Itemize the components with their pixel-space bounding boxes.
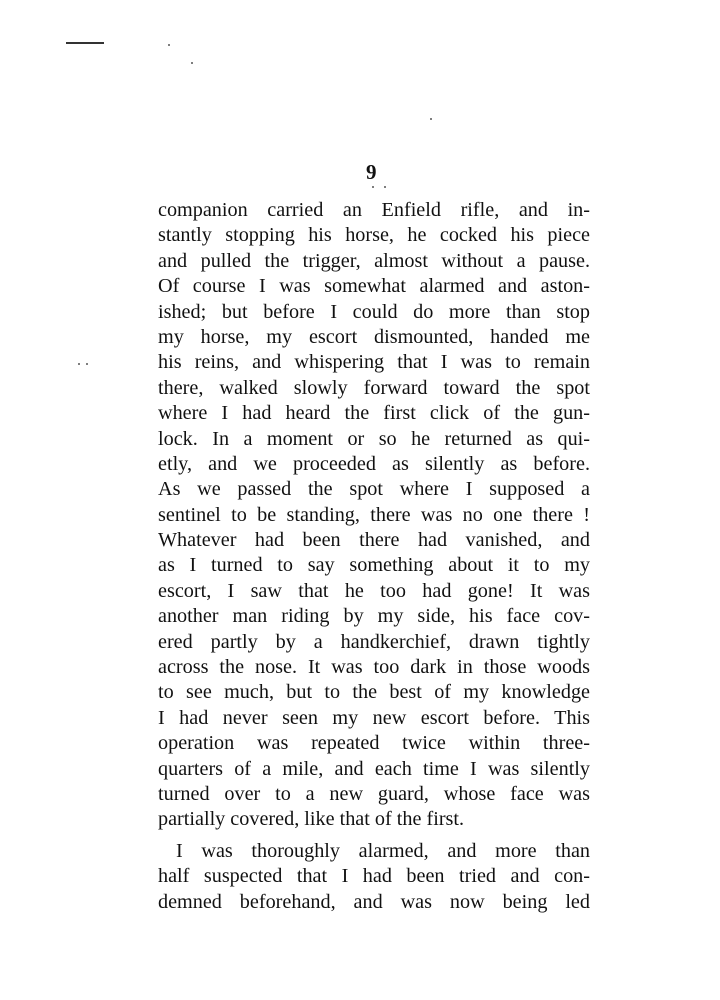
paragraph [158, 198, 590, 833]
scan-speck [168, 44, 170, 46]
scan-speck [430, 118, 432, 120]
text-line: turned over to a new guard, whose face was [158, 782, 590, 805]
text-line: companion carried an Enfield rifle, and in- [158, 199, 590, 221]
text-line: operation was repeated twice within three- [158, 732, 590, 755]
text-line: Of course I was somewhat alarmed and aston- [158, 275, 590, 298]
paragraph [158, 839, 590, 915]
text-line: to see much, but to the best of my knowledge [158, 681, 590, 704]
text-line: his reins, and whispering that I was to remain [158, 351, 590, 374]
text-line: partially covered, like that of the first. [158, 808, 465, 831]
page-number: 9 [366, 160, 377, 184]
text-line: another man riding by my side, his face cov- [158, 605, 590, 628]
scan-speck [191, 62, 193, 64]
scan-mark [66, 42, 104, 44]
text-line: quarters of a mile, and each time I was silently [158, 757, 590, 780]
scan-speck [78, 363, 80, 365]
text-line: etly, and we proceeded as silently as before. [158, 452, 590, 475]
text-line: as I turned to say something about it to my [158, 554, 590, 577]
body-text [158, 198, 590, 915]
text-line: and pulled the trigger, almost without a pause. [158, 249, 590, 272]
text-line: lock. In a moment or so he returned as qui- [158, 427, 590, 450]
text-line: my horse, my escort dismounted, handed me [158, 325, 590, 348]
text-line: ered partly by a handkerchief, drawn tightly [158, 630, 590, 653]
text-line: across the nose. It was too dark in those woods [158, 656, 590, 679]
text-line: where I had heard the first click of the gun- [158, 402, 590, 425]
text-line: As we passed the spot where I supposed a [158, 478, 590, 501]
text-line: escort, I saw that he too had gone! It was [158, 579, 590, 602]
text-line: sentinel to be standing, there was no one there ! [158, 503, 590, 526]
scan-speck [372, 186, 374, 188]
text-line: I was thoroughly alarmed, and more than [176, 839, 590, 862]
text-line: half suspected that I had been tried and con- [158, 865, 590, 888]
text-line: I had never seen my new escort before. This [158, 706, 590, 729]
scan-speck [86, 363, 88, 365]
text-line: stantly stopping his horse, he cocked his piece [158, 224, 590, 247]
text-line: Whatever had been there had vanished, and [158, 529, 590, 552]
text-line: there, walked slowly forward toward the spot [158, 376, 590, 399]
text-line: ished; but before I could do more than stop [158, 300, 590, 323]
scan-speck [384, 186, 386, 188]
text-line: demned beforehand, and was now being led [158, 890, 590, 913]
